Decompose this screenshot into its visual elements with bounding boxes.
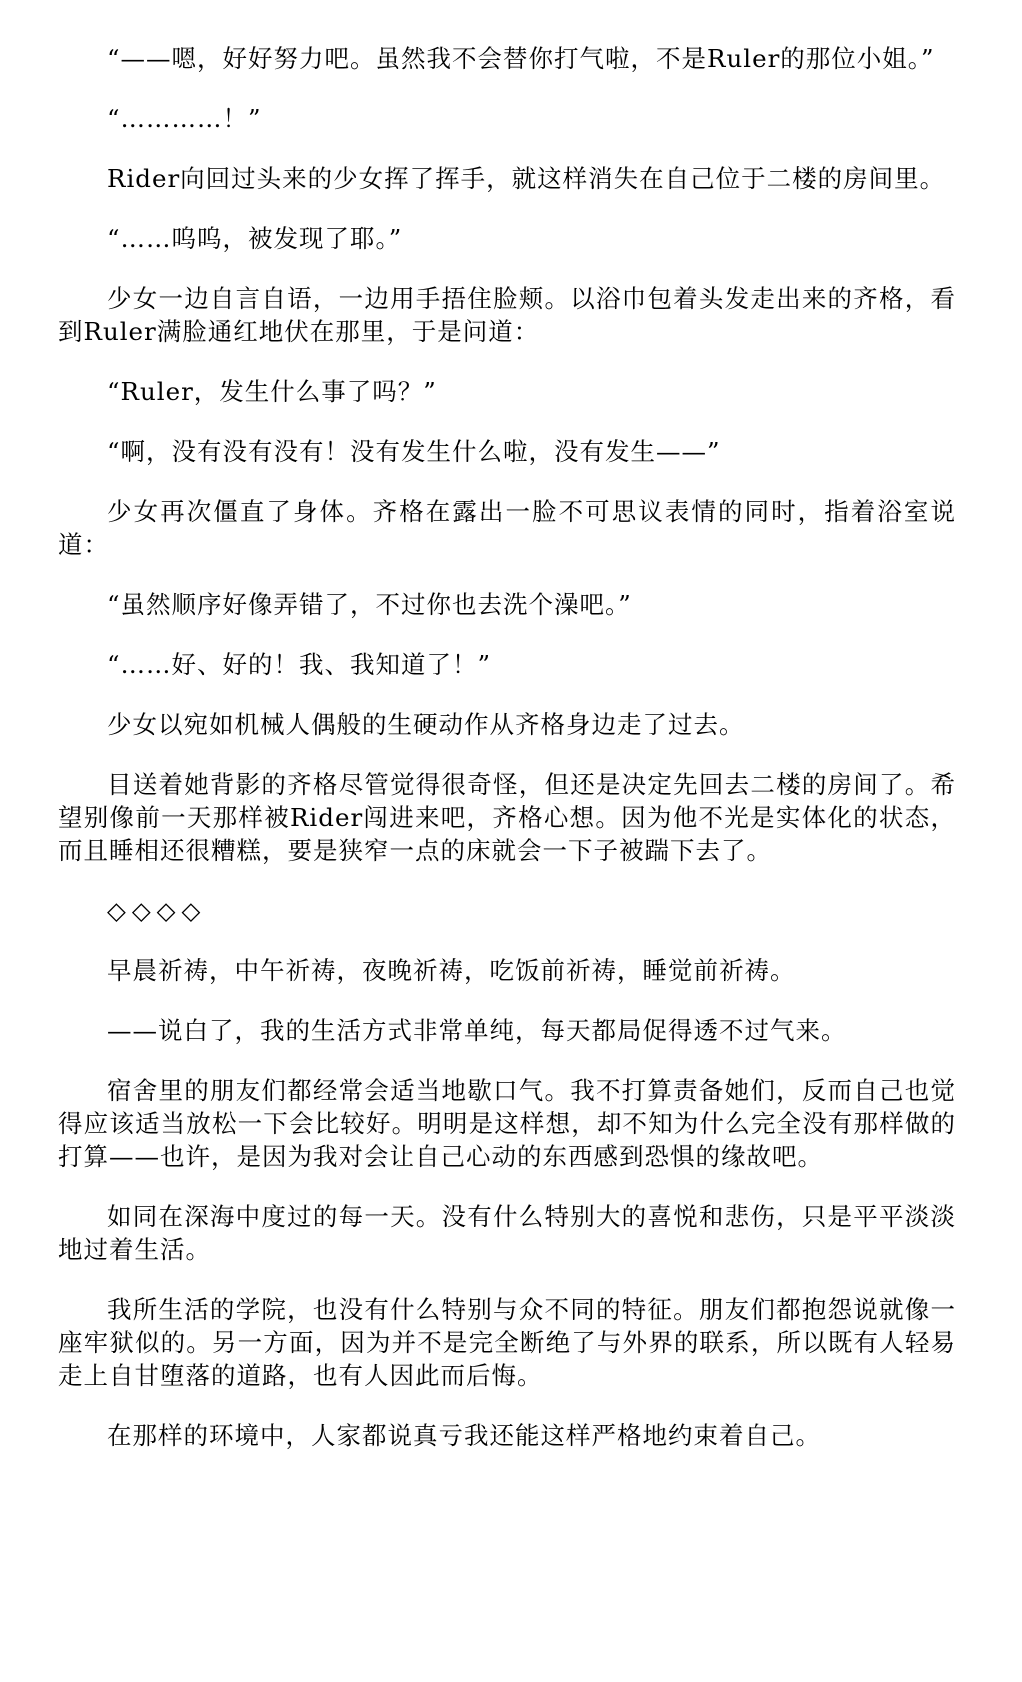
dialogue-paragraph: “啊，没有没有没有！没有发生什么啦，没有发生——”: [107, 437, 721, 466]
dialogue-paragraph: “……呜呜，被发现了耶。”: [107, 224, 403, 253]
narration-paragraph: 在那样的环境中，人家都说真亏我还能这样严格地约束着自己。: [107, 1421, 821, 1450]
dialogue-paragraph: “——嗯，好好努力吧。虽然我不会替你打气啦，不是Ruler的那位小姐。”: [107, 44, 935, 73]
narration-paragraph: 少女以宛如机械人偶般的生硬动作从齐格身边走了过去。: [107, 710, 745, 739]
narration-paragraph: 宿舍里的朋友们都经常会适当地歇口气。我不打算责备她们，反而自己也觉得应该适当放松一下会比较好。明明是这样想，却不知为什么完全没有那样做的打算——也许，是因为我对会让自己心动的东西感到恐惧的缘故吧。: [58, 1076, 956, 1171]
narration-paragraph: 早晨祈祷，中午祈祷，夜晚祈祷，吃饭前祈祷，睡觉前祈祷。: [107, 956, 796, 985]
section-separator: ◇◇◇◇: [107, 896, 207, 925]
narration-paragraph: 如同在深海中度过的每一天。没有什么特别大的喜悦和悲伤，只是平平淡淡地过着生活。: [58, 1202, 956, 1264]
dialogue-paragraph: “Ruler，发生什么事了吗？”: [107, 377, 437, 406]
narration-paragraph: 我所生活的学院，也没有什么特别与众不同的特征。朋友们都抱怨说就像一座牢狱似的。另一方面，因为并不是完全断绝了与外界的联系，所以既有人轻易走上自甘堕落的道路，也有人因此而后悔。: [58, 1295, 956, 1390]
narration-paragraph: 少女再次僵直了身体。齐格在露出一脸不可思议表情的同时，指着浴室说道：: [58, 497, 956, 559]
document-page: [58, 42, 956, 1479]
dialogue-paragraph: “虽然顺序好像弄错了，不过你也去洗个澡吧。”: [107, 590, 632, 619]
dialogue-paragraph: “…………！”: [107, 104, 262, 133]
narration-paragraph: 少女一边自言自语，一边用手捂住脸颊。以浴巾包着头发走出来的齐格，看到Ruler满脸通红地伏在那里，于是问道：: [58, 284, 956, 346]
narration-paragraph: Rider向回过头来的少女挥了挥手，就这样消失在自己位于二楼的房间里。: [107, 164, 946, 193]
narration-paragraph: 目送着她背影的齐格尽管觉得很奇怪，但还是决定先回去二楼的房间了。希望别像前一天那样被Rider闯进来吧，齐格心想。因为他不光是实体化的状态，而且睡相还很糟糕，要是狭窄一点的床就会一下子被踹下去了。: [58, 770, 956, 865]
narration-paragraph: ——说白了，我的生活方式非常单纯，每天都局促得透不过气来。: [107, 1016, 847, 1045]
dialogue-paragraph: “……好、好的！我、我知道了！”: [107, 650, 492, 679]
